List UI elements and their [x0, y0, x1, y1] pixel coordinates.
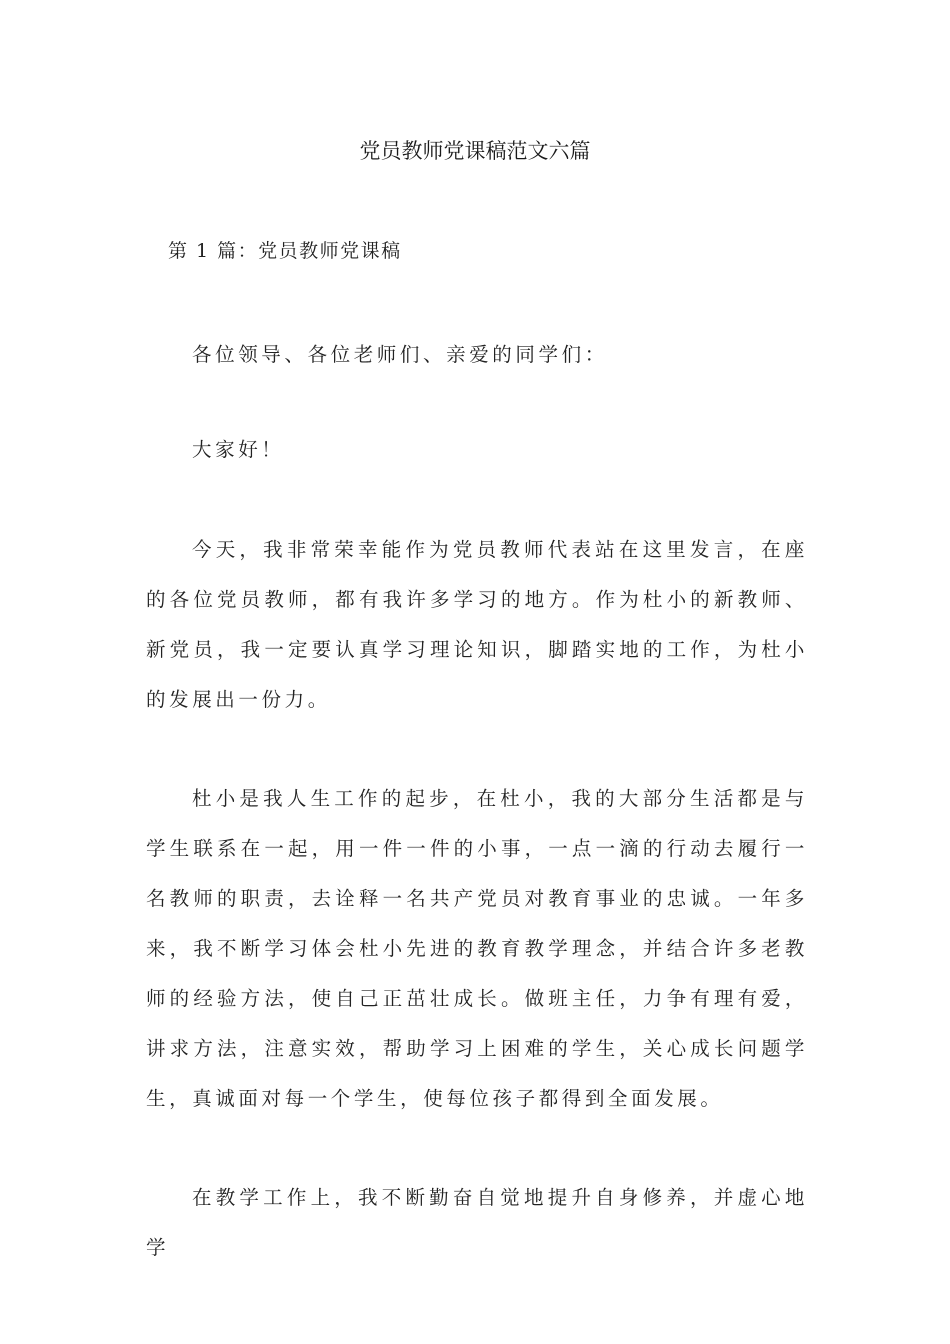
- paragraph-hello: 大家好！: [192, 438, 285, 461]
- paragraph-teaching: 在教学工作上，我不断勤奋自觉地提升自身修养，并虚心地学: [146, 1186, 808, 1259]
- paragraph-greeting: 各位领导、各位老师们、亲爱的同学们：: [192, 343, 608, 366]
- document-title: 党员教师党课稿范文六篇: [359, 139, 591, 163]
- paragraph-work: 杜小是我人生工作的起步，在杜小，我的大部分生活都是与学生联系在一起，用一件一件的小事，一点一滴的行动去履行一名教师的职责，去诠释一名共产党员对教育事业的忠诚。一年多来，我不断学习体会杜小先进的教育教学理念，并结合许多老教师的经验方法，使自己正茁壮成长。做班主任，力争有理有爱，讲求方法，注意实效，帮助学习上困难的学生，关心成长问题学生，真诚面对每一个学生，使每位孩子都得到全面发展。: [146, 787, 808, 1110]
- paragraph-intro: 今天，我非常荣幸能作为党员教师代表站在这里发言，在座的各位党员教师，都有我许多学习的地方。作为杜小的新教师、新党员，我一定要认真学习理论知识，脚踏实地的工作，为杜小的发展出一份力。: [146, 538, 808, 711]
- section-heading: 第 1 篇：党员教师党课稿: [168, 240, 402, 262]
